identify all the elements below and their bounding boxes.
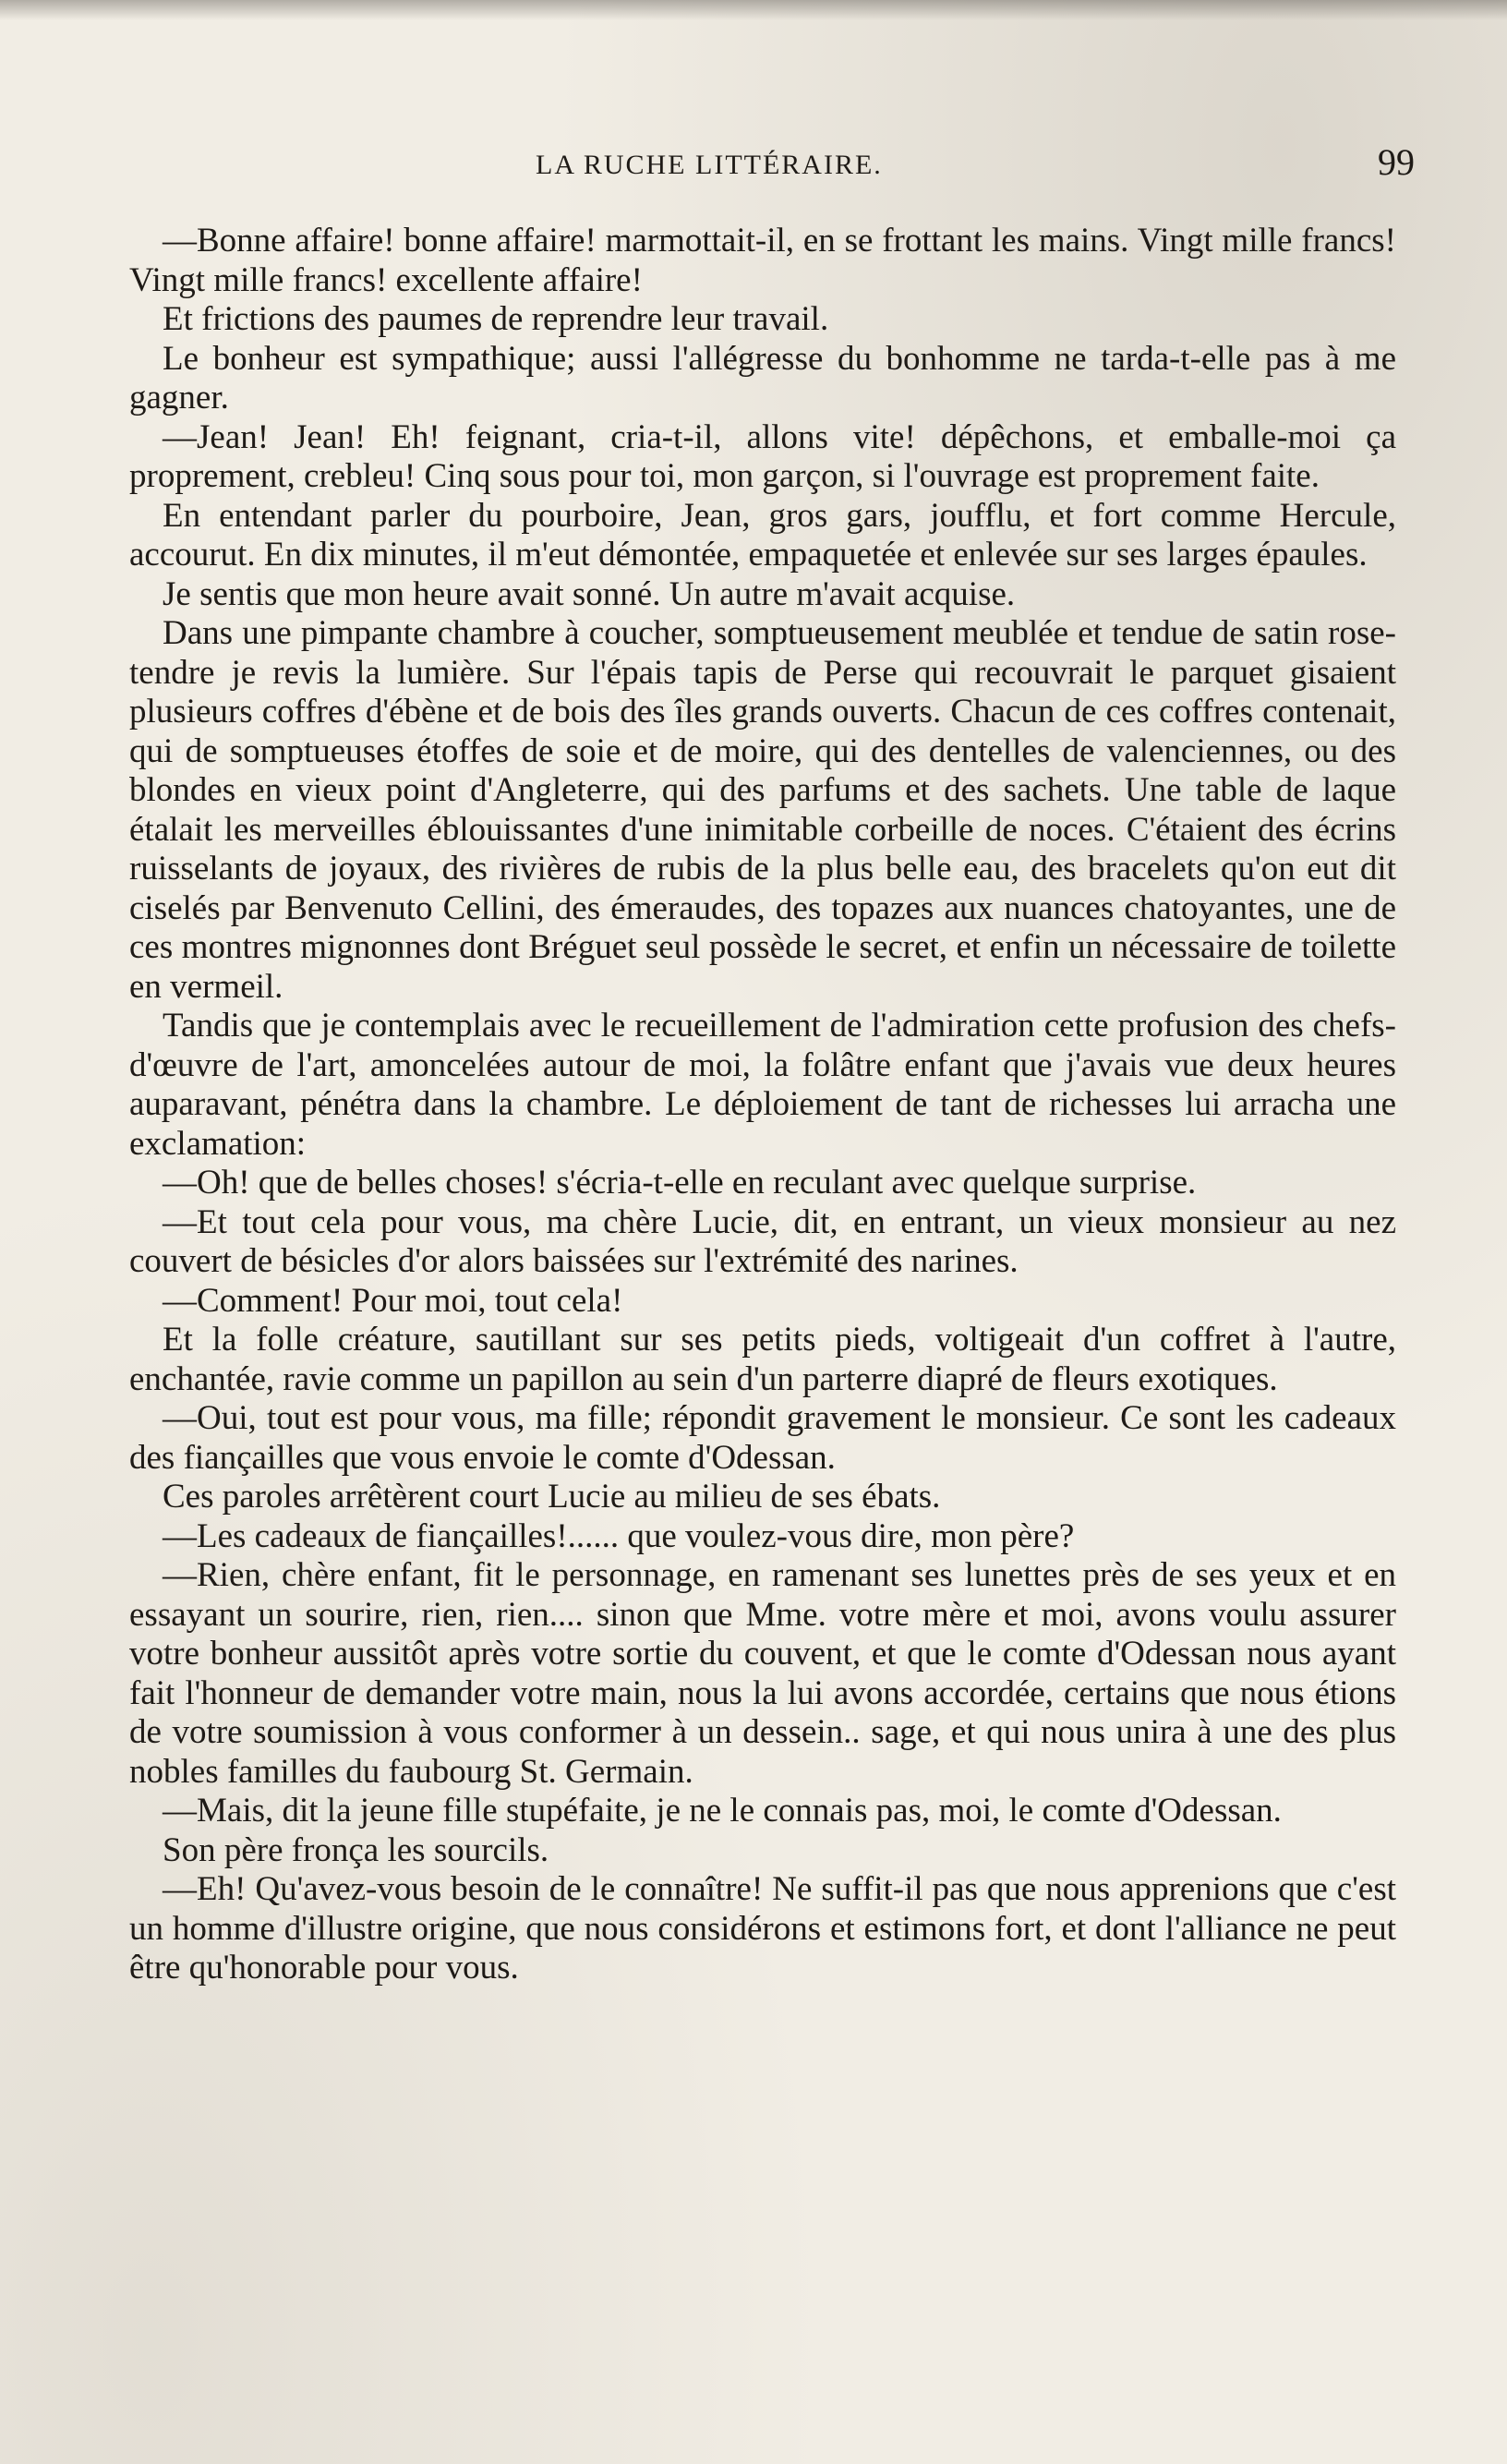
page-edge-shadow xyxy=(0,0,1507,20)
paragraph: Le bonheur est sympathique; aussi l'allégresse du bonhomme ne tarda-t-elle pas à me gagner. xyxy=(129,339,1396,417)
paragraph: Et la folle créature, sautillant sur ses petits pieds, voltigeait d'un coffret à l'autre, enchantée, ravie comme un papillon au sein d'un parterre diapré de fleurs exotiques. xyxy=(129,1321,1396,1398)
paragraph: —Les cadeaux de fiançailles!...... que voulez-vous dire, mon père? xyxy=(163,1516,1075,1555)
paragraph: —Bonne affaire! bonne affaire! marmottait-il, en se frottant les mains. Vingt mille francs! Vingt mille francs! excellente affaire! xyxy=(129,222,1396,299)
paragraph: —Oui, tout est pour vous, ma fille; répondit gravement le monsieur. Ce sont les cadeaux des fiançailles que vous envoie le comte d'Odessan. xyxy=(129,1399,1396,1477)
paragraph: Son père fronça les sourcils. xyxy=(163,1830,549,1869)
running-title: LA RUCHE LITTÉRAIRE. xyxy=(536,150,883,180)
page-body xyxy=(129,222,1396,1988)
paragraph: Dans une pimpante chambre à coucher, somptueusement meublée et tendue de satin rose-tendre je revis la lumière. Sur l'épais tapis de Perse qui recouvrait le parquet gisaient plusieurs coffres d'ébène et de bois des îles grands ouverts. Chacun de ces coffres contenait, qui de somptueuses étoffes de soie et de moire, qui des dentelles de valenciennes, ou des blondes en vieux point d'Angleterre, qui des parfums et des sachets. Une table de laque étalait les merveilles éblouissantes d'une inimitable corbeille de noces. C'étaient des écrins ruisselants de joyaux, des rivières de rubis de la plus belle eau, des bracelets qu'on eut dit ciselés par Benvenuto Cellini, des émeraudes, des topazes aux nuances chatoyantes, une de ces montres mignonnes dont Bréguet seul possède le secret, et enfin un nécessaire de toilette en vermeil. xyxy=(129,614,1396,1006)
paragraph: Et frictions des paumes de reprendre leur travail. xyxy=(163,300,829,338)
paragraph: Ces paroles arrêtèrent court Lucie au milieu de ses ébats. xyxy=(163,1478,941,1516)
page-header xyxy=(129,139,1415,194)
paragraph: Je sentis que mon heure avait sonné. Un autre m'avait acquise. xyxy=(163,574,1016,613)
paragraph: —Eh! Qu'avez-vous besoin de le connaître! Ne suffit-il pas que nous apprenions que c'est un homme d'illustre origine, que nous considérons et estimons fort, et dont l'alliance ne peut être qu'honorable pour vous. xyxy=(129,1870,1396,1987)
paragraph: —Oh! que de belles choses! s'écria-t-elle en reculant avec quelque surprise. xyxy=(163,1164,1197,1202)
paragraph: —Jean! Jean! Eh! feignant, cria-t-il, allons vite! dépêchons, et emballe-moi ça proprement, crebleu! Cinq sous pour toi, mon garçon, si l'ouvrage est proprement faite. xyxy=(129,417,1396,495)
paragraph: —Mais, dit la jeune fille stupéfaite, je ne le connais pas, moi, le comte d'Odessan. xyxy=(163,1792,1282,1830)
paragraph: En entendant parler du pourboire, Jean, gros gars, joufflu, et fort comme Hercule, accourut. En dix minutes, il m'eut démontée, empaquetée et enlevée sur ses larges épaules. xyxy=(129,496,1396,574)
page-number: 99 xyxy=(1378,141,1415,183)
paragraph: —Comment! Pour moi, tout cela! xyxy=(163,1281,623,1320)
paragraph: —Et tout cela pour vous, ma chère Lucie, dit, en entrant, un vieux monsieur au nez couvert de bésicles d'or alors baissées sur l'extrémité des narines. xyxy=(129,1202,1396,1280)
paragraph: Tandis que je contemplais avec le recueillement de l'admiration cette profusion des chefs-d'œuvre de l'art, amoncelées autour de moi, la folâtre enfant que j'avais vue deux heures auparavant, pénétra dans la chambre. Le déploiement de tant de richesses lui arracha une exclamation: xyxy=(129,1007,1396,1163)
paragraph: —Rien, chère enfant, fit le personnage, en ramenant ses lunettes près de ses yeux et en essayant un sourire, rien, rien.... sinon que Mme. votre mère et moi, avons voulu assurer votre bonheur aussitôt après votre sortie du couvent, et que le comte d'Odessan nous ayant fait l'honneur de demander votre main, nous la lui avons accordée, certains que nous étions de votre soumission à vous conformer à un dessein.. sage, et qui nous unira à une des plus nobles familles du faubourg St. Germain. xyxy=(129,1556,1396,1791)
